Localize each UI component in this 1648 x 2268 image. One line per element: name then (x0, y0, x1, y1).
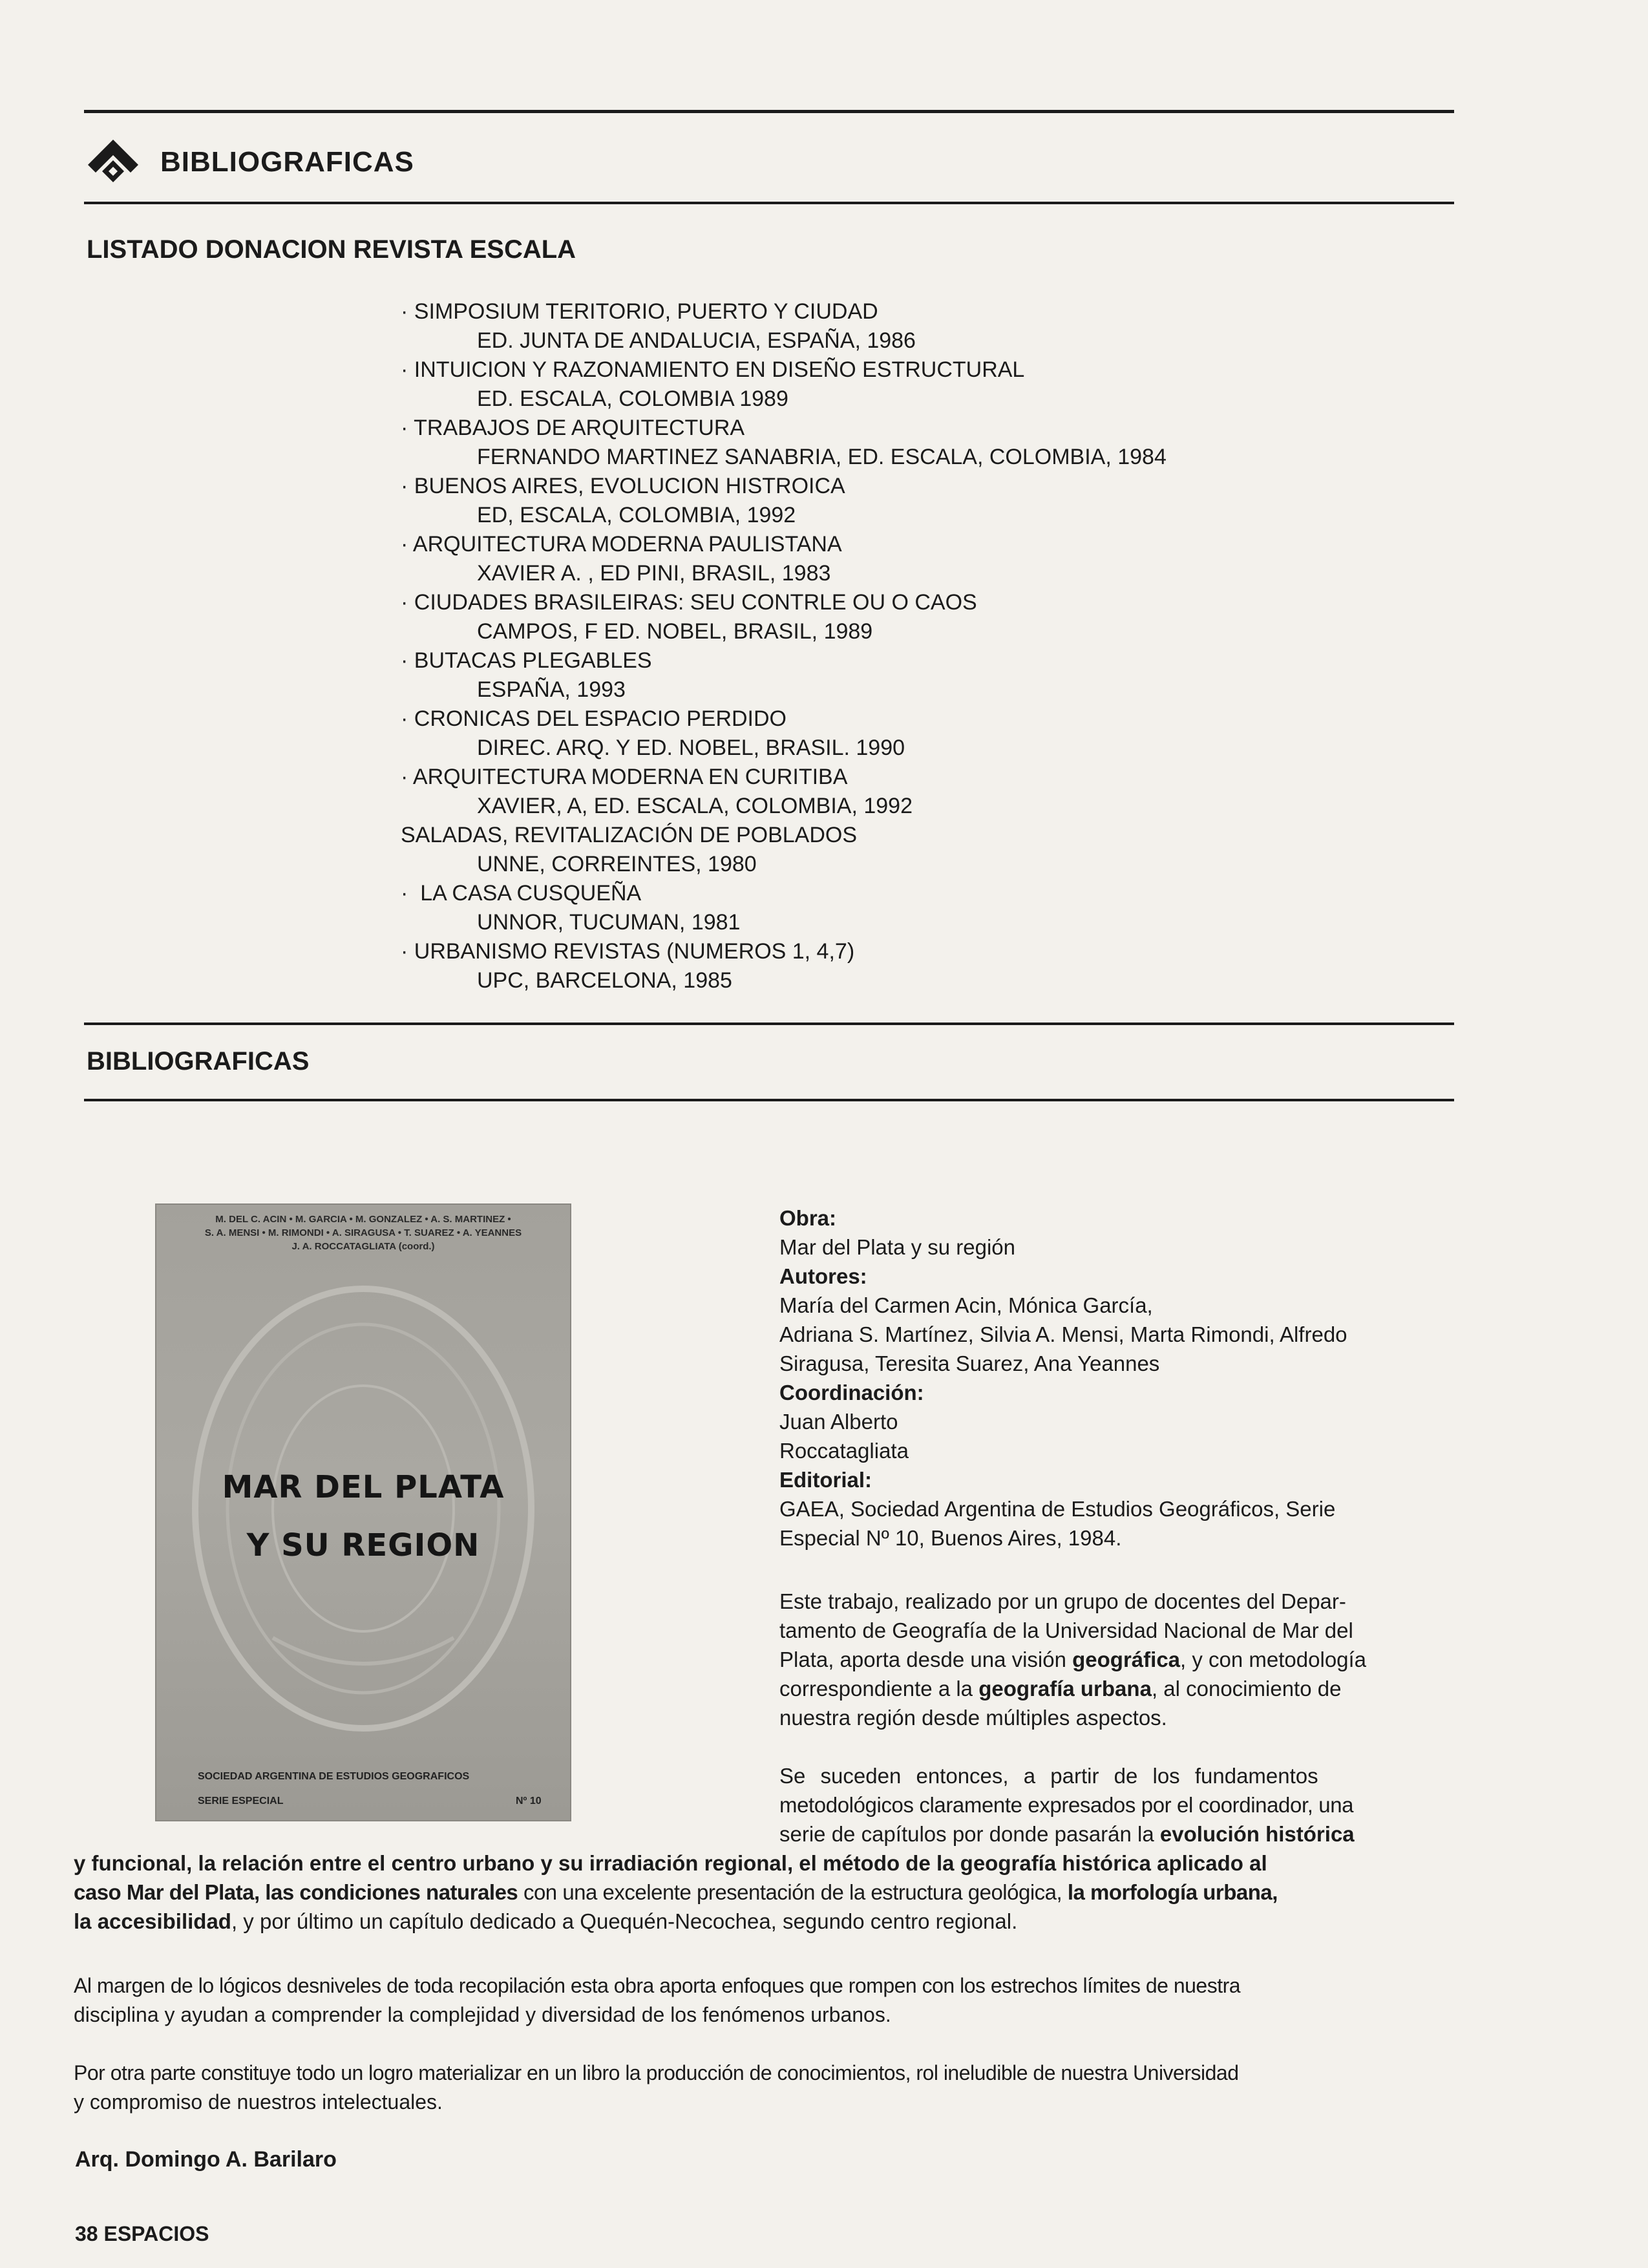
paragraph-line: Al margen de lo lógicos desniveles de toda recopilación esta obra aporta enfoques que rompen con los estrechos límites de nuestra (74, 1974, 1241, 1997)
entry-detail: ED. JUNTA DE ANDALUCIA, ESPAÑA, 1986 (477, 328, 916, 353)
list-item (401, 937, 1167, 995)
emphasis-text: la morfología urbana, (1067, 1880, 1278, 1904)
page-footer: 38 ESPACIOS (75, 2222, 209, 2245)
autores-value: María del Carmen Acin, Mónica García, (779, 1293, 1153, 1317)
book-info (779, 1203, 1441, 1553)
list-item (401, 879, 1167, 937)
review-paragraph (74, 2059, 1448, 2117)
list-item (401, 705, 1167, 763)
list-item (401, 763, 1167, 821)
list-item (401, 355, 1167, 414)
entry-title: · LA CASA CUSQUEÑA (401, 881, 642, 906)
entry-title: · ARQUITECTURA MODERNA EN CURITIBA (401, 765, 848, 789)
entry-title: SALADAS, REVITALIZACIÓN DE POBLADOS (401, 823, 858, 847)
coord-value: Juan Alberto (779, 1410, 898, 1434)
section-rule-bottom (84, 1099, 1454, 1101)
paragraph-line: metodológicos claramente expresados por el coordinador, una (779, 1793, 1354, 1817)
text-span: , y con metodología (1180, 1648, 1367, 1671)
emphasis-text: geografía urbana (978, 1677, 1152, 1701)
entry-detail: XAVIER A. , ED PINI, BRASIL, 1983 (477, 561, 831, 586)
paragraph-line (74, 1907, 1448, 1936)
paragraph-line: y compromiso de nuestros intelectuales. (74, 2090, 443, 2114)
emphasis-text: caso Mar del Plata, las condiciones naturales (74, 1880, 518, 1904)
text-span: Plata, aporta desde una visión (779, 1648, 1073, 1671)
coord-label: Coordinación: (779, 1381, 924, 1404)
text-span: , y por último un capítulo dedicado a Quequén-Necochea, segundo centro regional. (231, 1909, 1018, 1933)
paragraph-line: disciplina y ayudan a comprender la complejidad y diversidad de los fenómenos urbanos. (74, 2003, 891, 2026)
entry-detail: ED, ESCALA, COLOMBIA, 1992 (477, 503, 796, 527)
autores-label: Autores: (779, 1264, 867, 1288)
cover-title-line: MAR DEL PLATA (222, 1469, 505, 1505)
list-item (401, 297, 1167, 355)
cover-title (156, 1458, 570, 1574)
paragraph-line (74, 1878, 1448, 1907)
donation-list (401, 297, 1167, 995)
editorial-value: GAEA, Sociedad Argentina de Estudios Geográficos, Serie (779, 1497, 1336, 1521)
entry-detail: XAVIER, A, ED. ESCALA, COLOMBIA, 1992 (477, 794, 913, 818)
cover-number: Nº 10 (516, 1796, 542, 1807)
list-item (401, 588, 1167, 646)
page-title: BIBLIOGRAFICAS (160, 146, 414, 178)
entry-title: · BUTACAS PLEGABLES (401, 648, 652, 673)
paragraph-line: Este trabajo, realizado por un grupo de docentes del Depar- (779, 1589, 1346, 1613)
paragraph-line: nuestra región desde múltiples aspectos. (779, 1706, 1167, 1730)
list-item (401, 414, 1167, 472)
entry-detail: FERNANDO MARTINEZ SANABRIA, ED. ESCALA, COLOMBIA, 1984 (477, 445, 1167, 469)
entry-title: · ARQUITECTURA MODERNA PAULISTANA (401, 532, 842, 556)
entry-title: · CRONICAS DEL ESPACIO PERDIDO (401, 706, 787, 731)
review-paragraph (779, 1761, 1441, 1849)
emphasis-text: geográfica (1072, 1648, 1181, 1671)
autores-value: Siragusa, Teresita Suarez, Ana Yeannes (779, 1351, 1160, 1375)
entry-detail: UNNE, CORREINTES, 1980 (477, 852, 757, 876)
list-item (401, 472, 1167, 530)
review-paragraph (779, 1587, 1441, 1732)
entry-title: · CIUDADES BRASILEIRAS: SEU CONTRLE OU O CAOS (401, 590, 977, 615)
entry-title: · URBANISMO REVISTAS (NUMEROS 1, 4,7) (401, 939, 855, 964)
emphasis-text: y funcional, la relación entre el centro urbano y su irradiación regional, el método de la geografía histórica aplicado al (74, 1851, 1267, 1875)
obra-value: Mar del Plata y su región (779, 1235, 1016, 1259)
editorial-value: Especial Nº 10, Buenos Aires, 1984. (779, 1526, 1122, 1550)
entry-detail: DIREC. ARQ. Y ED. NOBEL, BRASIL. 1990 (477, 736, 905, 760)
list-item (401, 646, 1167, 705)
autores-value: Adriana S. Martínez, Silvia A. Mensi, Marta Rimondi, Alfredo (779, 1322, 1347, 1346)
review-author: Arq. Domingo A. Barilaro (75, 2147, 337, 2172)
paragraph-line (779, 1819, 1441, 1849)
review-section-title: BIBLIOGRAFICAS (87, 1047, 310, 1076)
paragraph-line (74, 1849, 1448, 1878)
paragraph-line (779, 1674, 1441, 1703)
paragraph-line (779, 1645, 1441, 1674)
paragraph-line: Se suceden entonces, a partir de los fundamentos (779, 1764, 1318, 1788)
section-rule-top (84, 1023, 1454, 1025)
entry-detail: CAMPOS, F ED. NOBEL, BRASIL, 1989 (477, 619, 873, 644)
list-item (401, 821, 1167, 879)
donation-list-title: LISTADO DONACION REVISTA ESCALA (87, 235, 576, 264)
paragraph-line: tamento de Geografía de la Universidad Nacional de Mar del (779, 1618, 1353, 1642)
diamond-arrow-logo-icon (85, 137, 141, 193)
cover-publisher: SOCIEDAD ARGENTINA DE ESTUDIOS GEOGRAFICOS (198, 1771, 470, 1782)
editorial-label: Editorial: (779, 1468, 872, 1492)
list-item (401, 530, 1167, 588)
entry-title: · SIMPOSIUM TERITORIO, PUERTO Y CIUDAD (401, 299, 878, 324)
emphasis-text: evolución histórica (1159, 1822, 1355, 1846)
paragraph-line: Por otra parte constituye todo un logro materializar en un libro la producción de conocimientos, rol ineludible de nuestra Universidad (74, 2061, 1239, 2084)
text-span: , al conocimiento de (1151, 1677, 1342, 1701)
cover-authors (165, 1213, 561, 1253)
book-cover (155, 1203, 571, 1821)
entry-detail: UPC, BARCELONA, 1985 (477, 968, 732, 993)
obra-label: Obra: (779, 1206, 837, 1230)
review-paragraph (74, 1971, 1448, 2030)
review-paragraph (74, 1849, 1448, 1936)
entry-title: · BUENOS AIRES, EVOLUCION HISTROICA (401, 474, 845, 498)
text-span: correspondiente a la (779, 1677, 979, 1701)
cover-series: SERIE ESPECIAL (198, 1796, 284, 1807)
top-rule (84, 110, 1454, 113)
entry-detail: UNNOR, TUCUMAN, 1981 (477, 910, 741, 935)
text-span: con una excelente presentación de la estructura geológica, (518, 1880, 1068, 1904)
entry-detail: ESPAÑA, 1993 (477, 677, 626, 702)
cover-authors-line: J. A. ROCCATAGLIATA (coord.) (291, 1241, 435, 1252)
cover-authors-line: M. DEL C. ACIN • M. GARCIA • M. GONZALEZ • A. S. MARTINEZ • (215, 1214, 511, 1225)
entry-title: · INTUICION Y RAZONAMIENTO EN DISEÑO ESTRUCTURAL (401, 357, 1025, 382)
coord-value: Roccatagliata (779, 1439, 909, 1463)
entry-title: · TRABAJOS DE ARQUITECTURA (401, 416, 745, 440)
emphasis-text: la accesibilidad (74, 1909, 231, 1933)
text-span: serie de capítulos por donde pasarán la (779, 1822, 1160, 1846)
title-rule (84, 202, 1454, 204)
cover-title-line: Y SU REGION (246, 1527, 480, 1563)
cover-authors-line: S. A. MENSI • M. RIMONDI • A. SIRAGUSA • T. SUAREZ • A. YEANNES (204, 1227, 522, 1238)
entry-detail: ED. ESCALA, COLOMBIA 1989 (477, 387, 788, 411)
